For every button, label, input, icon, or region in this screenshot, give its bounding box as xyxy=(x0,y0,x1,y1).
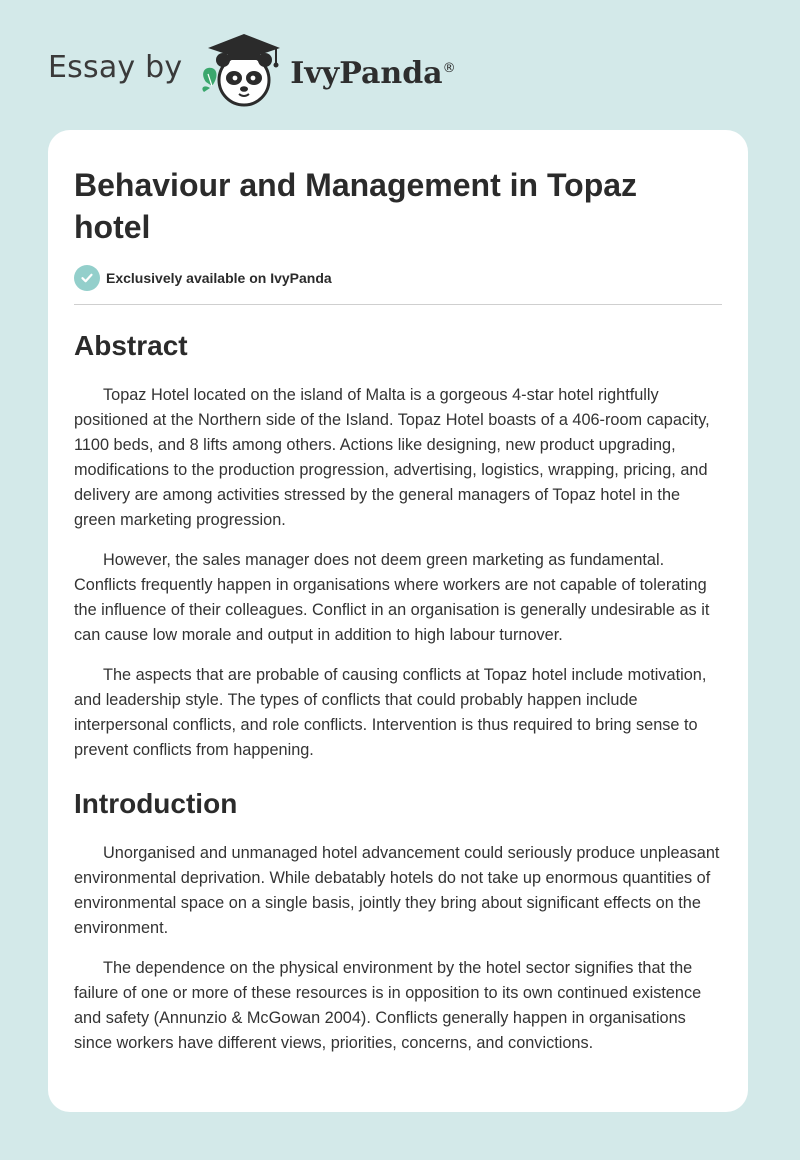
paragraph: Unorganised and unmanaged hotel advancement could seriously produce unpleasant environmental deprivation. While debatably hotels do not take up enormous quantities of environmental space on a single basis, jointly they bring about significant effects on the environment. xyxy=(74,844,720,937)
exclusive-badge xyxy=(74,264,722,292)
brand-name[interactable] xyxy=(290,56,455,91)
brand-prefix: Essay by xyxy=(48,49,183,85)
registered-mark: ® xyxy=(442,60,456,76)
divider xyxy=(74,304,722,305)
section-heading-introduction: Introduction xyxy=(74,788,238,819)
page-title: Behaviour and Management in Topaz hotel xyxy=(74,167,638,245)
section-heading-abstract: Abstract xyxy=(74,330,188,361)
brand-name-text: IvyPanda xyxy=(290,55,443,91)
paragraph: The dependence on the physical environment by the hotel sector signifies that the failure of one or more of these resources is in opposition to its own continued existence and safety (Annunzio & McGowan 2004). Conflicts generally happen in organisations since workers have different views, priorities, concerns, and convictions. xyxy=(74,959,702,1052)
paragraph: However, the sales manager does not deem green marketing as fundamental. Conflicts frequently happen in organisations where workers are not capable of tolerating the influence of their colleagues. Conflict in an organisation is generally undesirable as it can cause low morale and output in addition to high labour turnover. xyxy=(74,551,710,644)
site-header xyxy=(48,30,456,110)
badge-text: Exclusively available on IvyPanda xyxy=(106,270,332,286)
check-circle-icon xyxy=(74,265,100,291)
essay-card xyxy=(48,130,748,1112)
paragraph: Topaz Hotel located on the island of Malta is a gorgeous 4-star hotel rightfully positioned at the Northern side of the Island. Topaz Hotel boasts of a 406-room capacity, 1100 beds, and 8 lifts among others. Actions like designing, new product upgrading, modifications to the production progression, advertising, logistics, wrapping, pricing, and delivery are among activities stressed by the general managers of Topaz hotel in the green marketing progression. xyxy=(74,386,710,529)
paragraph: The aspects that are probable of causing conflicts at Topaz hotel include motivation, and leadership style. The types of conflicts that could probably happen include interpersonal conflicts, and role conflicts. Intervention is thus required to bring sense to prevent conflicts from happening. xyxy=(74,666,707,759)
panda-graduate-logo-icon[interactable] xyxy=(196,30,288,110)
